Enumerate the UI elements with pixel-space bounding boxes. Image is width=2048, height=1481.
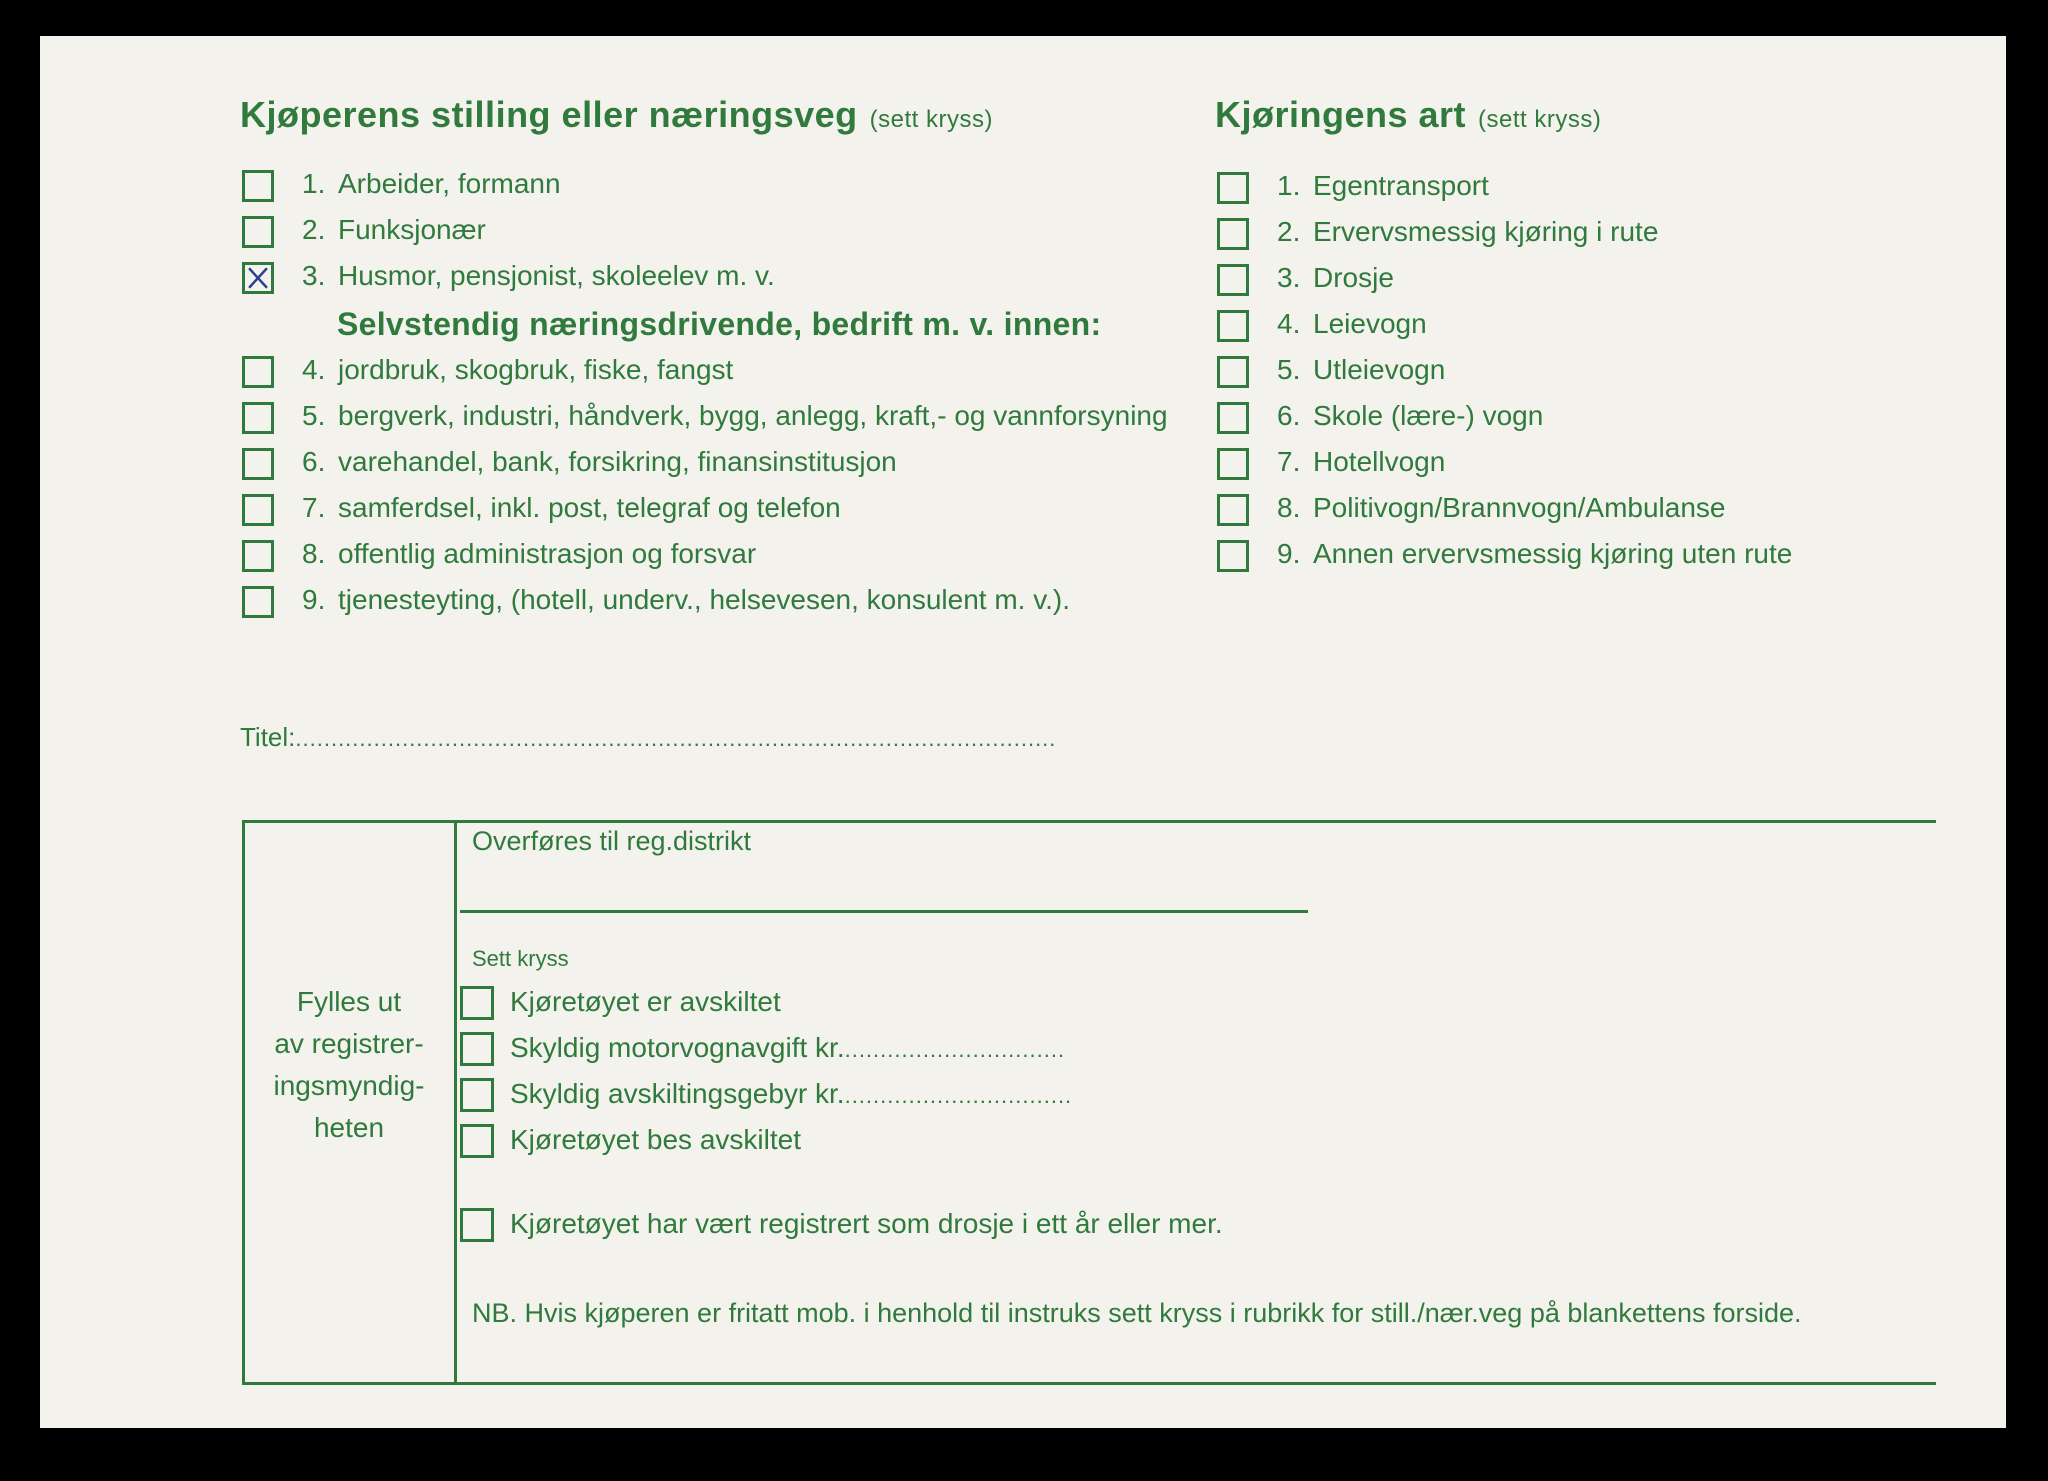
checkbox-driving-5[interactable] <box>1217 356 1249 388</box>
checkbox-occupation-3[interactable] <box>242 262 274 294</box>
checked-cross-icon <box>245 265 271 291</box>
motor-tax-owed-text: Skyldig motorvognavgift kr. <box>510 1032 845 1063</box>
occupation-item-5 <box>302 400 1168 432</box>
self-employed-subheading: Selvstendig næringsdrivende, bedrift m. v. innen: <box>337 306 1102 342</box>
driving-item-7-num: 7. <box>1277 446 1301 477</box>
title-field[interactable] <box>240 722 1056 753</box>
registered-as-taxi-label: Kjøretøyet har vært registrert som drosje i ett år eller mer. <box>510 1208 1223 1239</box>
occupation-item-7 <box>302 492 841 524</box>
driving-item-8-label: Politivogn/Brannvogn/Ambulanse <box>1313 492 1726 523</box>
checkbox-occupation-1[interactable] <box>242 170 274 202</box>
registry-box-bottom-line <box>242 1382 1936 1385</box>
occupation-item-4-num: 4. <box>302 354 326 385</box>
driving-item-8 <box>1277 492 1725 524</box>
driving-item-3-num: 3. <box>1277 262 1301 293</box>
occupation-item-6 <box>302 446 897 478</box>
occupation-item-6-label: varehandel, bank, forsikring, finansinstitusjon <box>338 446 897 477</box>
checkbox-driving-6[interactable] <box>1217 402 1249 434</box>
motor-tax-owed-dots: ............................... <box>844 1037 1066 1062</box>
request-deregistration-label <box>510 1124 801 1156</box>
occupation-item-8-num: 8. <box>302 538 326 569</box>
checkbox-request-deregistration[interactable] <box>460 1124 494 1158</box>
registry-side-label <box>245 981 453 1149</box>
driving-item-3-label: Drosje <box>1313 262 1394 293</box>
registry-side-label-line-3: ingsmyndig- <box>273 1070 425 1101</box>
occupation-item-9 <box>302 584 1070 616</box>
nb-note: NB. Hvis kjøperen er fritatt mob. i henhold til instruks sett kryss i rubrikk for still./nær.veg på blankettens forside. <box>472 1298 1802 1328</box>
driving-item-1 <box>1277 170 1489 202</box>
occupation-item-3 <box>302 260 775 292</box>
occupation-item-6-num: 6. <box>302 446 326 477</box>
checkbox-registered-as-taxi[interactable] <box>460 1208 494 1242</box>
right-section-title <box>1215 94 1601 136</box>
checkbox-driving-4[interactable] <box>1217 310 1249 342</box>
checkbox-driving-2[interactable] <box>1217 218 1249 250</box>
deregistered-label <box>510 986 781 1018</box>
registry-side-label-line-4: heten <box>313 1112 385 1143</box>
occupation-item-9-num: 9. <box>302 584 326 615</box>
driving-item-2 <box>1277 216 1658 248</box>
registry-box-divider <box>454 820 457 1385</box>
transfer-district-field[interactable] <box>460 910 1308 913</box>
sett-kryss-label: Sett kryss <box>472 946 569 971</box>
driving-item-9 <box>1277 538 1792 570</box>
driving-item-6-label: Skole (lære-) vogn <box>1313 400 1544 431</box>
driving-item-4-label: Leievogn <box>1313 308 1427 339</box>
occupation-item-1-num: 1. <box>302 168 326 199</box>
occupation-item-3-label: Husmor, pensjonist, skoleelev m. v. <box>338 260 775 291</box>
registry-side-label-line-1: Fylles ut <box>296 986 402 1017</box>
driving-item-5-label: Utleievogn <box>1313 354 1446 385</box>
occupation-item-5-num: 5. <box>302 400 326 431</box>
driving-item-9-label: Annen ervervsmessig kjøring uten rute <box>1313 538 1793 569</box>
deregistered-label-text: Kjøretøyet er avskiltet <box>510 986 781 1017</box>
driving-item-6 <box>1277 400 1543 432</box>
driving-item-1-num: 1. <box>1277 170 1301 201</box>
checkbox-driving-7[interactable] <box>1217 448 1249 480</box>
occupation-item-4-label: jordbruk, skogbruk, fiske, fangst <box>338 354 734 385</box>
right-section-title-text: Kjøringens art <box>1215 94 1467 135</box>
deregistration-fee-owed-text: Skyldig avskiltingsgebyr kr. <box>510 1078 845 1109</box>
checkbox-deregistration-fee-owed[interactable] <box>460 1078 494 1112</box>
checkbox-driving-1[interactable] <box>1217 172 1249 204</box>
deregistration-fee-owed-label <box>510 1078 1072 1110</box>
occupation-item-8 <box>302 538 756 570</box>
checkbox-deregistered[interactable] <box>460 986 494 1020</box>
right-section-hint: (sett kryss) <box>1478 106 1602 133</box>
occupation-item-9-label: tjenesteyting, (hotell, underv., helsevesen, konsulent m. v.). <box>338 584 1071 615</box>
form-sheet <box>40 36 2006 1428</box>
checkbox-occupation-2[interactable] <box>242 216 274 248</box>
driving-item-6-num: 6. <box>1277 400 1301 431</box>
checkbox-occupation-8[interactable] <box>242 540 274 572</box>
occupation-item-8-label: offentlig administrasjon og forsvar <box>338 538 757 569</box>
checkbox-occupation-5[interactable] <box>242 402 274 434</box>
driving-item-7-label: Hotellvogn <box>1313 446 1446 477</box>
checkbox-occupation-6[interactable] <box>242 448 274 480</box>
deregistration-fee-owed-dots: ................................ <box>844 1083 1073 1108</box>
occupation-item-2 <box>302 214 486 246</box>
checkbox-occupation-7[interactable] <box>242 494 274 526</box>
driving-item-9-num: 9. <box>1277 538 1301 569</box>
driving-item-2-label: Ervervsmessig kjøring i rute <box>1313 216 1659 247</box>
occupation-item-7-num: 7. <box>302 492 326 523</box>
occupation-item-4 <box>302 354 733 386</box>
driving-item-2-num: 2. <box>1277 216 1301 247</box>
checkbox-driving-3[interactable] <box>1217 264 1249 296</box>
checkbox-occupation-9[interactable] <box>242 586 274 618</box>
occupation-item-5-label: bergverk, industri, håndverk, bygg, anlegg, kraft,- og vannforsyning <box>338 400 1168 431</box>
driving-item-3 <box>1277 262 1394 294</box>
occupation-item-2-num: 2. <box>302 214 326 245</box>
occupation-item-3-num: 3. <box>302 260 326 291</box>
driving-item-8-num: 8. <box>1277 492 1301 523</box>
title-field-label: Titel: <box>240 722 296 752</box>
occupation-item-1 <box>302 168 561 200</box>
checkbox-driving-9[interactable] <box>1217 540 1249 572</box>
driving-item-4-num: 4. <box>1277 308 1301 339</box>
left-section-title <box>240 94 993 136</box>
title-field-dots: ........................................................................................................... <box>295 726 1057 751</box>
checkbox-occupation-4[interactable] <box>242 356 274 388</box>
driving-item-5-num: 5. <box>1277 354 1301 385</box>
request-deregistration-text: Kjøretøyet bes avskiltet <box>510 1124 801 1155</box>
driving-item-5 <box>1277 354 1445 386</box>
driving-item-7 <box>1277 446 1445 478</box>
transfer-district-label: Overføres til reg.distrikt <box>472 826 752 856</box>
left-section-hint: (sett kryss) <box>869 106 993 133</box>
driving-item-1-label: Egentransport <box>1313 170 1489 201</box>
occupation-item-7-label: samferdsel, inkl. post, telegraf og telefon <box>338 492 841 523</box>
occupation-item-1-label: Arbeider, formann <box>338 168 561 199</box>
checkbox-motor-tax-owed[interactable] <box>460 1032 494 1066</box>
occupation-item-2-label: Funksjonær <box>338 214 486 245</box>
checkbox-driving-8[interactable] <box>1217 494 1249 526</box>
left-section-title-text: Kjøperens stilling eller næringsveg <box>240 94 858 135</box>
motor-tax-owed-label <box>510 1032 1065 1064</box>
registry-box-top-line <box>242 820 1936 823</box>
driving-item-4 <box>1277 308 1427 340</box>
registry-side-label-line-2: av registrer- <box>274 1028 424 1059</box>
